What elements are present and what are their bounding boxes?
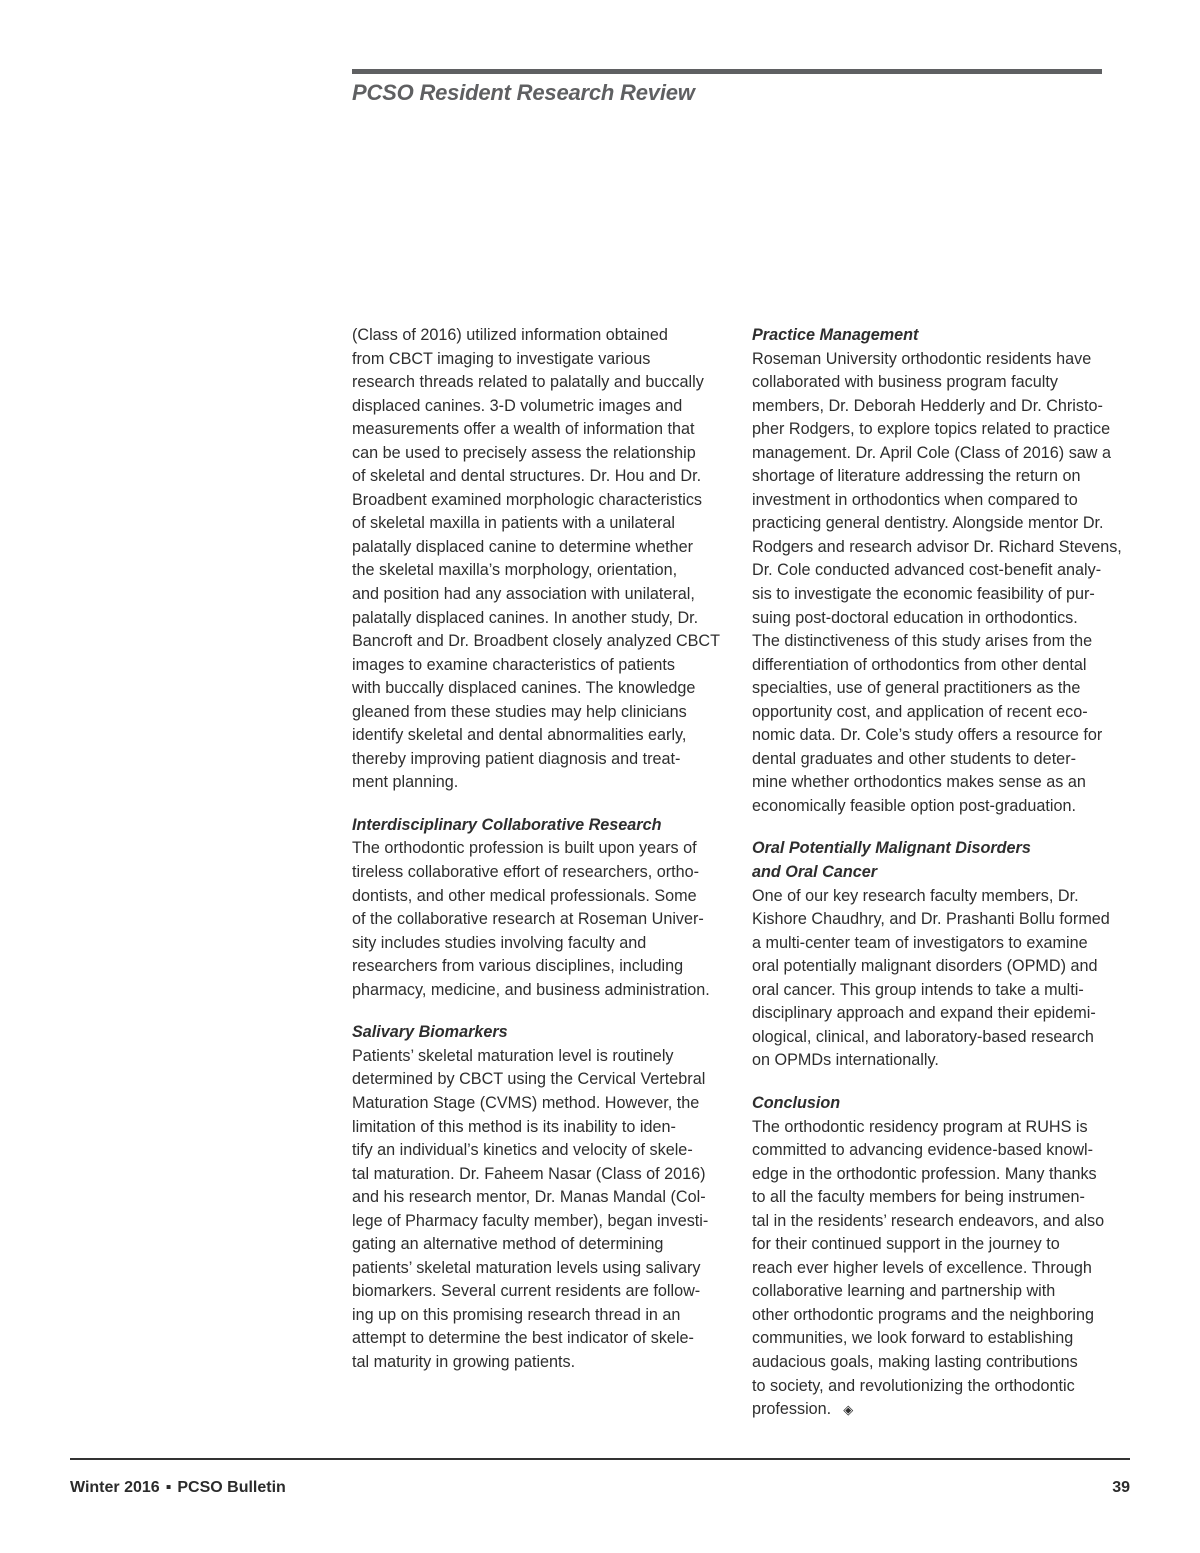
body-line: patients’ skeletal maturation levels using salivary <box>352 1258 701 1277</box>
footer-separator: ▪ <box>165 1479 172 1496</box>
section-intro-continued <box>352 324 730 795</box>
section-conclusion <box>752 1092 1130 1422</box>
section-body <box>752 1116 1130 1422</box>
body-line: edge in the orthodontic profession. Many thanks <box>752 1164 1097 1183</box>
body-line: the skeletal maxilla’s morphology, orientation, <box>352 561 678 580</box>
body-line: of skeletal and dental structures. Dr. Hou and Dr. <box>352 467 702 486</box>
section-body <box>352 837 730 1002</box>
right-column <box>752 324 1130 1422</box>
body-line: determined by CBCT using the Cervical Vertebral <box>352 1070 706 1089</box>
body-line: economically feasible option post-graduation. <box>752 796 1076 815</box>
body-line: ing up on this promising research thread in an <box>352 1305 681 1324</box>
body-line: practicing general dentistry. Alongside mentor Dr. <box>752 514 1104 533</box>
body-line: Rodgers and research advisor Dr. Richard Stevens, <box>752 537 1122 556</box>
section-heading: Conclusion <box>752 1093 841 1112</box>
body-line: pher Rodgers, to explore topics related to practice <box>752 420 1111 439</box>
body-line: palatally displaced canine to determine whether <box>352 537 694 556</box>
body-line: management. Dr. April Cole (Class of 2016) saw a <box>752 443 1111 462</box>
body-line: dontists, and other medical professionals. Some <box>352 886 697 905</box>
section-heading: Practice Management <box>752 326 919 344</box>
section-heading-line-1: Oral Potentially Malignant Disorders <box>752 839 1031 858</box>
body-line: communities, we look forward to establishing <box>752 1329 1074 1348</box>
body-line: for their continued support in the journey to <box>752 1235 1060 1254</box>
body-line: (Class of 2016) utilized information obtained <box>352 326 668 344</box>
footer-issue: Winter 2016 <box>70 1479 160 1496</box>
body-line: Dr. Cole conducted advanced cost-benefit analy- <box>752 561 1102 580</box>
body-line: to society, and revolutionizing the orthodontic <box>752 1376 1075 1395</box>
section-heading: Salivary Biomarkers <box>352 1023 508 1042</box>
body-line: opportunity cost, and application of recent eco- <box>752 702 1088 721</box>
body-line: tify an individual’s kinetics and velocity of skele- <box>352 1141 693 1160</box>
body-line: oral potentially malignant disorders (OPMD) and <box>752 957 1098 976</box>
section-salivary-biomarkers <box>352 1021 730 1374</box>
body-line: of skeletal maxilla in patients with a unilateral <box>352 514 676 533</box>
body-line: a multi-center team of investigators to examine <box>752 933 1088 952</box>
body-line: Patients’ skeletal maturation level is routinely <box>352 1046 674 1065</box>
body-line: One of our key research faculty members, Dr. <box>752 886 1079 905</box>
body-line: tal maturation. Dr. Faheem Nasar (Class of 2016) <box>352 1164 706 1183</box>
body-line: Broadbent examined morphologic characteristics <box>352 490 703 509</box>
body-line-text: profession. <box>752 1400 832 1419</box>
body-line: shortage of literature addressing the return on <box>752 467 1081 486</box>
body-line: mine whether orthodontics makes sense as an <box>752 773 1086 792</box>
body-line: lege of Pharmacy faculty member), began investi- <box>352 1211 709 1230</box>
body-line: Roseman University orthodontic residents have <box>752 349 1092 368</box>
running-head: PCSO Resident Research Review <box>352 80 695 105</box>
body-line: pharmacy, medicine, and business administration. <box>352 980 710 999</box>
body-line: identify skeletal and dental abnormalities early, <box>352 726 687 745</box>
body-line: suing post-doctoral education in orthodontics. <box>752 608 1078 627</box>
footer-rule <box>70 1458 1130 1460</box>
body-line: tireless collaborative effort of researchers, ortho- <box>352 863 699 882</box>
body-line: gating an alternative method of determining <box>352 1235 664 1254</box>
section-heading-line-2: and Oral Cancer <box>752 863 878 882</box>
body-line: can be used to precisely assess the relationship <box>352 443 696 462</box>
section-body <box>352 324 730 795</box>
body-line: members, Dr. Deborah Hedderly and Dr. Christo- <box>752 396 1103 415</box>
body-line: research threads related to palatally and buccally <box>352 373 704 392</box>
body-line: attempt to determine the best indicator of skele- <box>352 1329 694 1348</box>
body-line: to all the faculty members for being instrumen- <box>752 1188 1085 1207</box>
body-line: differentiation of orthodontics from other dental <box>752 655 1087 674</box>
body-line: sis to investigate the economic feasibility of pur- <box>752 585 1095 604</box>
body-line: collaborated with business program faculty <box>752 373 1058 392</box>
body-line: The orthodontic profession is built upon years of <box>352 839 697 858</box>
body-line: reach ever higher levels of excellence. Through <box>752 1258 1092 1277</box>
body-line: investment in orthodontics when compared to <box>752 490 1078 509</box>
footer-issue-line <box>70 1479 286 1497</box>
body-line: The distinctiveness of this study arises from the <box>752 632 1093 651</box>
end-mark-icon: ◈ <box>843 1402 854 1418</box>
body-line: and position had any association with unilateral, <box>352 585 695 604</box>
body-line: limitation of this method is its inability to iden- <box>352 1117 676 1136</box>
body-line: sity includes studies involving faculty and <box>352 933 647 952</box>
page-number: 39 <box>1112 1479 1130 1496</box>
body-line: of the collaborative research at Roseman Univer- <box>352 910 704 929</box>
body-line: images to examine characteristics of patients <box>352 655 675 674</box>
left-column <box>352 324 730 1375</box>
footer-publication: PCSO Bulletin <box>177 1479 286 1496</box>
section-body <box>352 1045 730 1375</box>
body-line: other orthodontic programs and the neighboring <box>752 1305 1094 1324</box>
body-line: with buccally displaced canines. The knowledge <box>352 679 696 698</box>
body-line: palatally displaced canines. In another study, Dr. <box>352 608 699 627</box>
body-line: tal maturity in growing patients. <box>352 1352 576 1371</box>
body-line: researchers from various disciplines, including <box>352 957 684 976</box>
body-line: thereby improving patient diagnosis and treat- <box>352 749 681 768</box>
body-line: specialties, use of general practitioners as the <box>752 679 1081 698</box>
body-line: biomarkers. Several current residents are follow- <box>352 1282 701 1301</box>
body-line: committed to advancing evidence-based knowl- <box>752 1141 1094 1160</box>
body-line: collaborative learning and partnership with <box>752 1282 1056 1301</box>
body-line: Maturation Stage (CVMS) method. However, the <box>352 1093 700 1112</box>
body-line: nomic data. Dr. Cole’s study offers a resource for <box>752 726 1103 745</box>
body-line: from CBCT imaging to investigate various <box>352 349 651 368</box>
section-interdisciplinary <box>352 814 730 1002</box>
body-line: oral cancer. This group intends to take a multi- <box>752 980 1084 999</box>
section-opmd <box>752 837 1130 1072</box>
body-line: tal in the residents’ research endeavors, and also <box>752 1211 1105 1230</box>
body-line: and his research mentor, Dr. Manas Mandal (Col- <box>352 1188 706 1207</box>
body-line: audacious goals, making lasting contributions <box>752 1352 1078 1371</box>
body-line: ological, clinical, and laboratory-based research <box>752 1027 1094 1046</box>
body-line: The orthodontic residency program at RUHS is <box>752 1117 1088 1136</box>
body-line <box>752 1398 1130 1422</box>
section-body <box>752 348 1130 819</box>
body-line: dental graduates and other students to deter- <box>752 749 1076 768</box>
body-line: ment planning. <box>352 773 459 792</box>
body-line: Kishore Chaudhry, and Dr. Prashanti Bollu formed <box>752 910 1110 929</box>
section-body <box>752 885 1130 1073</box>
body-line: gleaned from these studies may help clinicians <box>352 702 687 721</box>
body-line: displaced canines. 3-D volumetric images and <box>352 396 683 415</box>
body-line: measurements offer a wealth of information that <box>352 420 695 439</box>
section-practice-management <box>752 324 1130 818</box>
header-rule <box>352 69 1102 74</box>
body-line: Bancroft and Dr. Broadbent closely analyzed CBCT <box>352 632 721 651</box>
section-heading: Interdisciplinary Collaborative Research <box>352 815 662 834</box>
body-line: on OPMDs internationally. <box>752 1051 939 1070</box>
body-line: disciplinary approach and expand their epidemi- <box>752 1004 1096 1023</box>
